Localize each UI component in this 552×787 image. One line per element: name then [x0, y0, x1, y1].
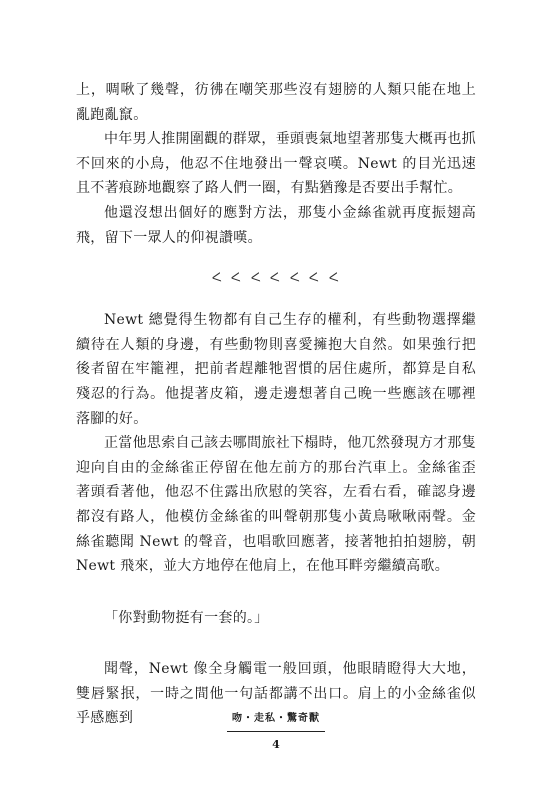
bird-icon: ᐸ: [308, 270, 322, 287]
bird-icon: ᐸ: [327, 270, 342, 287]
paragraph: Newt 總覺得生物都有自己生存的權利，有些動物選擇繼續待在人類的身邊，有些動物則喜愛擁抱大自然。如果強行把後者留在牢籠裡，把前者趕離牠習慣的居住處所，都算是自私殘忍的行為。他提著皮箱，邊走邊想著自己晚一些應該在哪裡落腳的好。: [76, 312, 476, 427]
bird-icon: ᐸ: [249, 270, 264, 287]
page-footer: [0, 712, 552, 752]
paragraph: 上，啁啾了幾聲，彷彿在嘲笑那些沒有翅膀的人類只能在地上亂跑亂竄。: [76, 82, 476, 123]
footer-divider: [227, 731, 325, 732]
section-break-ornament: [76, 267, 476, 291]
page-number: 4: [272, 738, 280, 751]
body-text: [76, 78, 476, 731]
bird-icon: ᐸ: [269, 270, 283, 287]
paragraph: 他還沒想出個好的應對方法，那隻小金絲雀就再度振翅高飛，留下一眾人的仰視讚嘆。: [76, 204, 476, 246]
paragraph: 中年男人推開圍觀的群眾，垂頭喪氣地望著那隻大概再也抓不回來的小鳥，他忍不住地發出一聲哀嘆。Newt 的目光迅速且不著痕跡地觀察了路人們一圈，有點猶豫是否要出手幫忙。: [76, 131, 476, 197]
running-title: 吻・走私・驚奇獸: [232, 713, 320, 724]
bird-icon: ᐸ: [210, 270, 225, 287]
paragraph: 聞聲，Newt 像全身觸電一般回頭，他眼睛瞪得大大地，雙唇緊抿，一時之間他一句話都講不出口。肩上的小金絲雀似乎感應到: [76, 661, 476, 727]
paragraph: 正當他思索自己該去哪間旅社下榻時，他兀然發現方才那隻迎向自由的金絲雀正停留在他左前方的那台汽車上。金絲雀歪著頭看著他，他忍不住露出欣慰的笑容，左看右看，確認身邊都沒有路人，他模仿金絲雀的叫聲朝那隻小黃鳥啾啾兩聲。金絲雀聽聞 Newt 的聲音，也唱歌回應著，接著牠拍拍翅膀，朝 Newt 飛來，並大方地停在他肩上，在他耳畔旁繼續高歌。: [76, 435, 476, 575]
bird-icon: ᐸ: [288, 270, 303, 287]
dialogue-line: 「你對動物挺有一套的。」: [104, 609, 269, 626]
bird-icon: ᐸ: [230, 270, 244, 287]
